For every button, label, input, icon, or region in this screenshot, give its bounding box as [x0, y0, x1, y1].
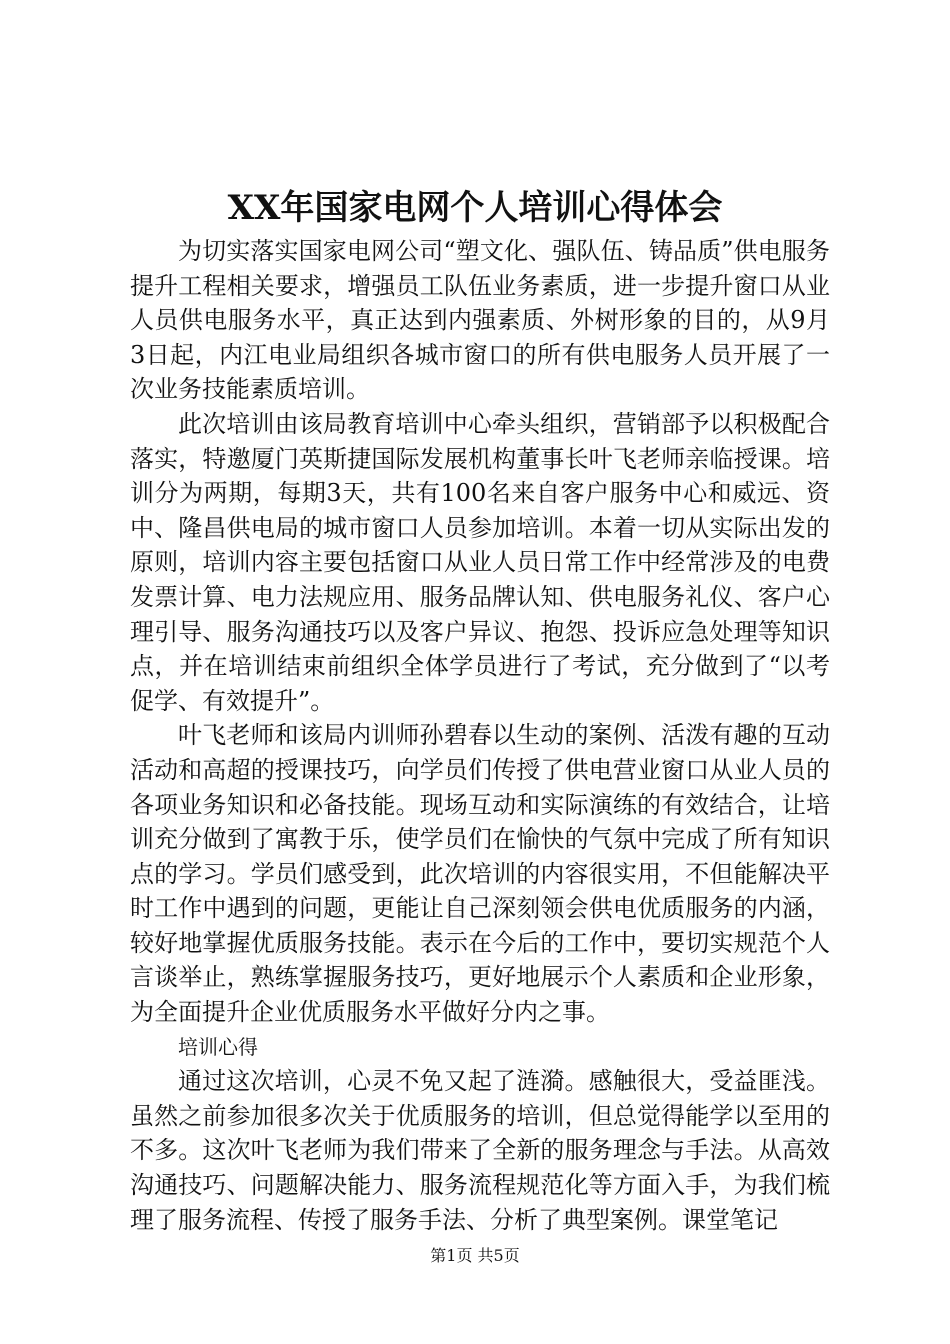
paragraph-4: 通过这次培训，心灵不免又起了涟漪。感触很大，受益匪浅。虽然之前参加很多次关于优质服务的培训，但总觉得能学以至用的不多。这次叶飞老师为我们带来了全新的服务理念与手法。从高效沟通技巧、问题解决能力、服务流程规范化等方面入手，为我们梳理了服务流程、传授了服务手法、分析了典型案例。课堂笔记 [130, 1067, 830, 1234]
page-footer: 第1页 共5页 [430, 1246, 520, 1265]
section-heading: 培训心得 [178, 1034, 258, 1059]
paragraph-1: 为切实落实国家电网公司“塑文化、强队伍、铸品质”供电服务提升工程相关要求，增强员工队伍业务素质，进一步提升窗口从业人员供电服务水平，真正达到内强素质、外树形象的目的，从9月3日起，内江电业局组织各城市窗口的所有供电服务人员开展了一次业务技能素质培训。 [130, 237, 830, 404]
document-title: XX年国家电网个人培训心得体会 [227, 188, 723, 228]
paragraph-3: 叶飞老师和该局内训师孙碧春以生动的案例、活泼有趣的互动活动和高超的授课技巧，向学员们传授了供电营业窗口从业人员的各项业务知识和必备技能。现场互动和实际演练的有效结合，让培训充分做到了寓教于乐，使学员们在愉快的气氛中完成了所有知识点的学习。学员们感受到，此次培训的内容很实用，不但能解决平时工作中遇到的问题，更能让自己深刻领会供电优质服务的内涵，较好地掌握优质服务技能。表示在今后的工作中，要切实规范个人言谈举止，熟练掌握服务技巧，更好地展示个人素质和企业形象，为全面提升企业优质服务水平做好分内之事。 [130, 721, 830, 1027]
paragraph-2: 此次培训由该局教育培训中心牵头组织，营销部予以积极配合落实，特邀厦门英斯捷国际发展机构董事长叶飞老师亲临授课。培训分为两期，每期3天，共有100名来自客户服务中心和威远、资中、隆昌供电局的城市窗口人员参加培训。本着一切从实际出发的原则，培训内容主要包括窗口从业人员日常工作中经常涉及的电费发票计算、电力法规应用、服务品牌认知、供电服务礼仪、客户心理引导、服务沟通技巧以及客户异议、抱怨、投诉应急处理等知识点，并在培训结束前组织全体学员进行了考试，充分做到了“以考促学、有效提升”。 [130, 409, 830, 715]
document-body [130, 234, 830, 1237]
